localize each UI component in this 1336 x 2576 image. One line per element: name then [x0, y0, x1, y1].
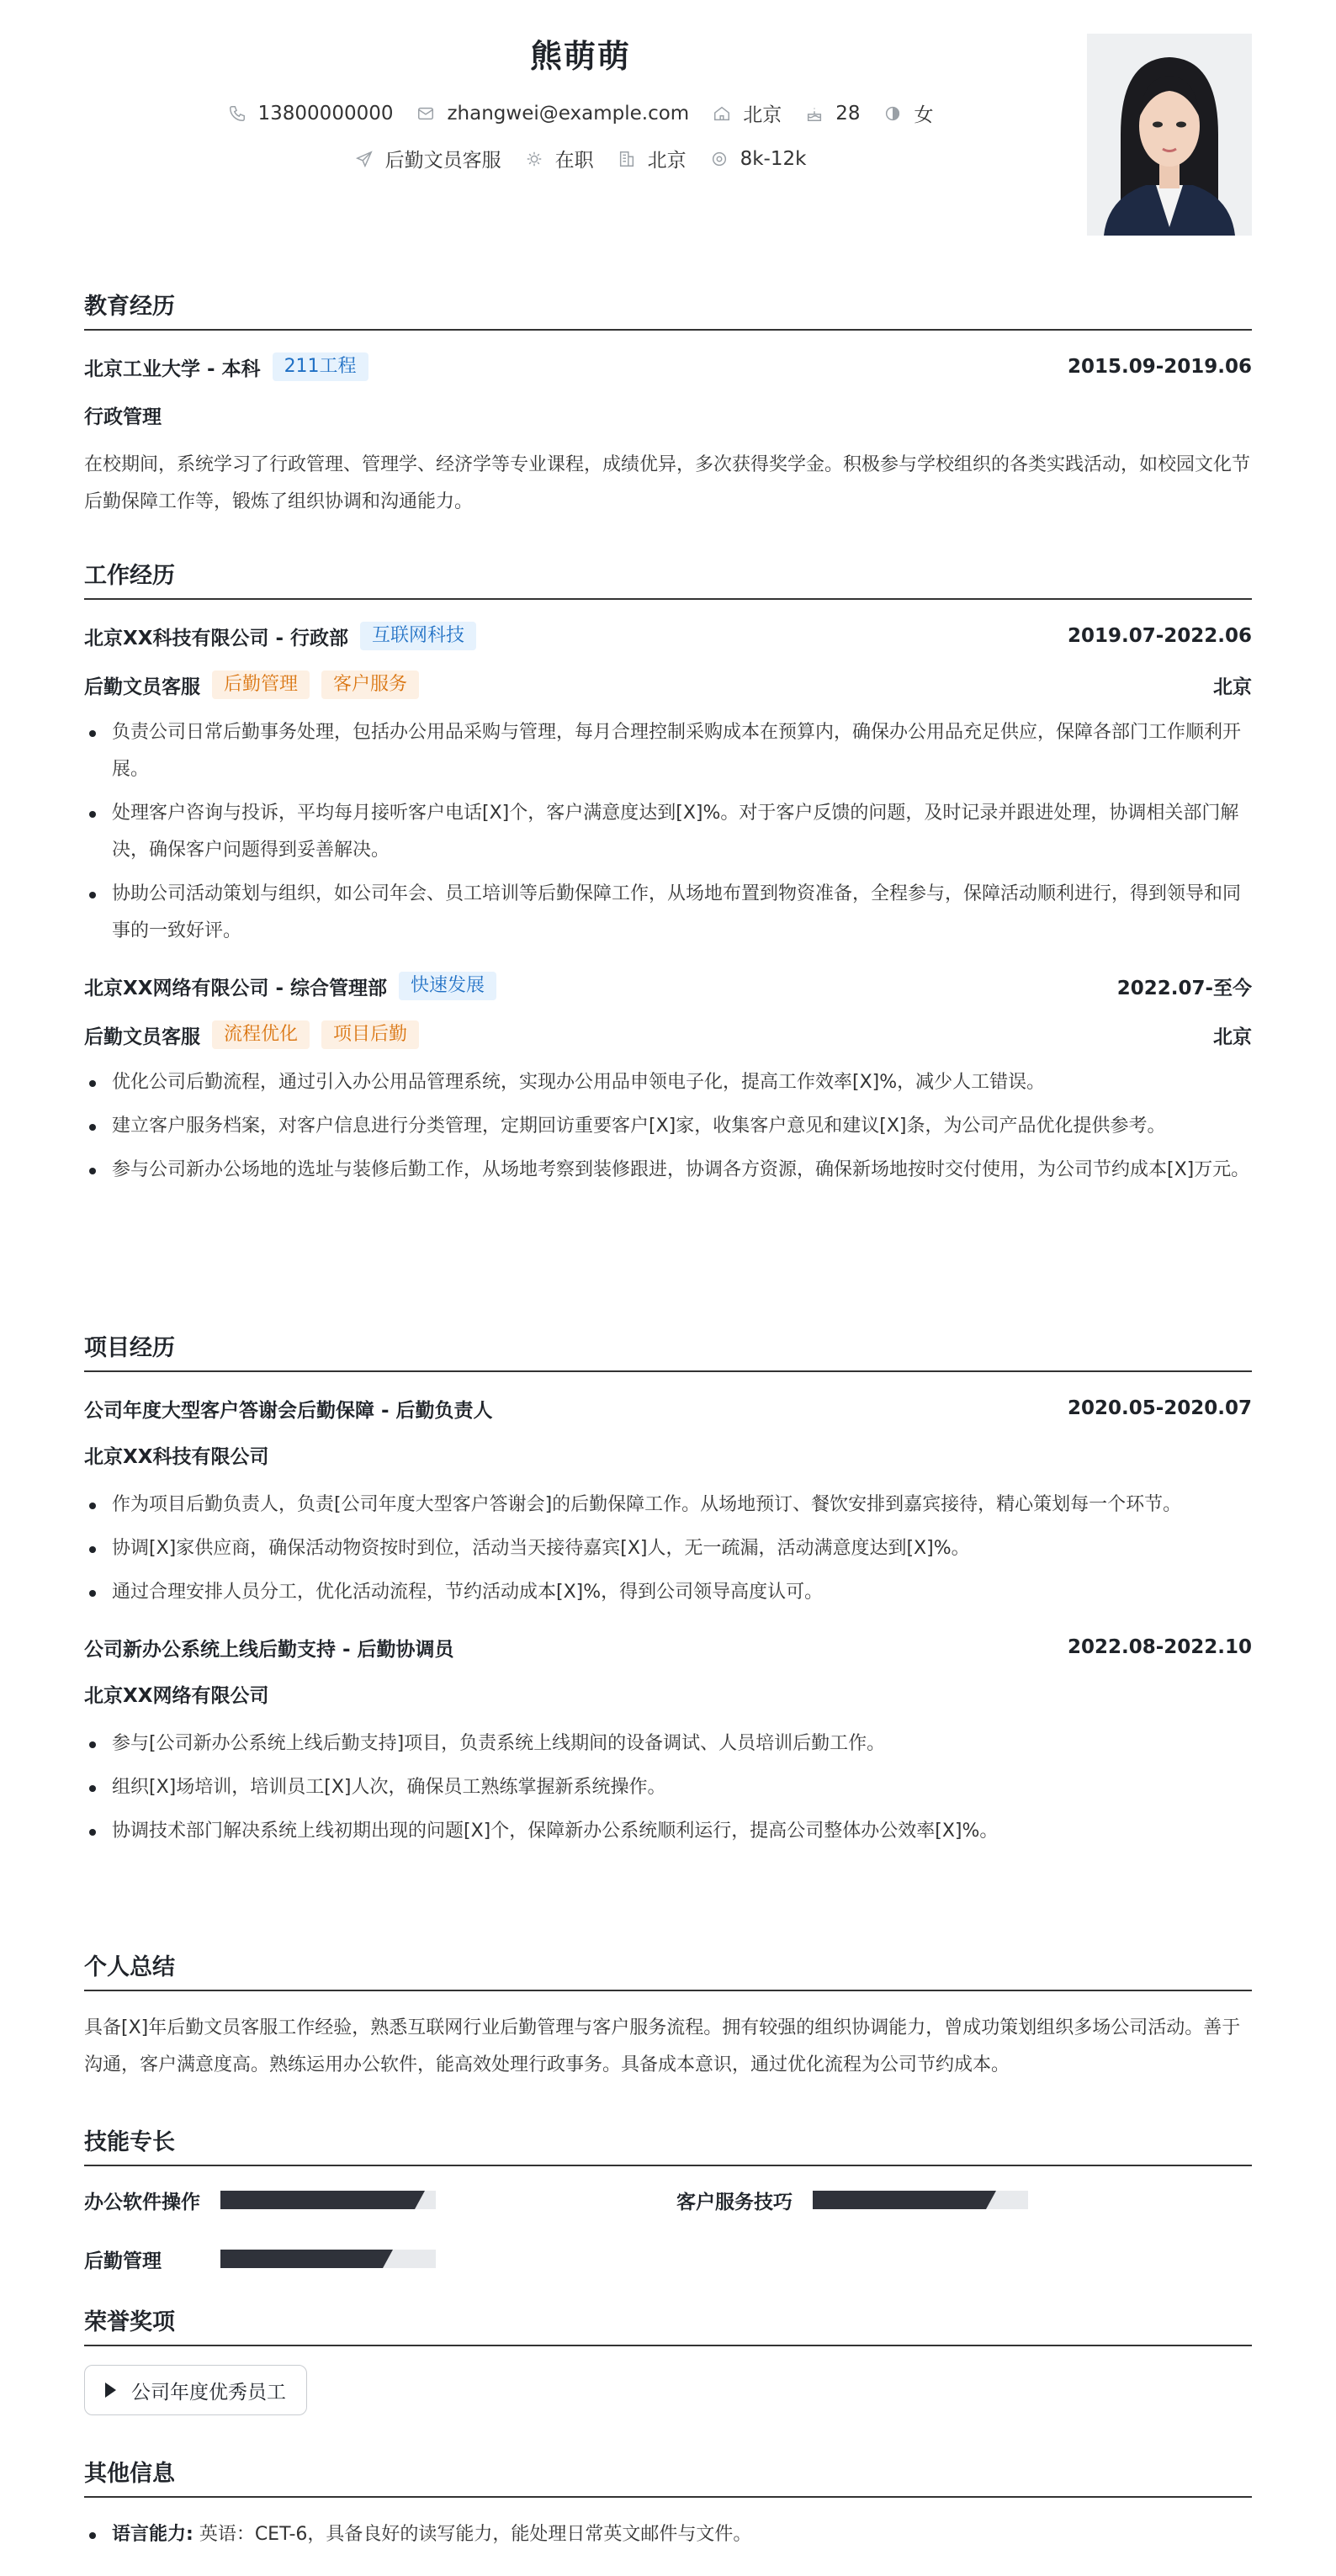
skill-item — [84, 2244, 676, 2274]
phone-item — [228, 103, 394, 125]
skill-bar-fill — [220, 2191, 415, 2209]
status-item — [525, 145, 594, 172]
project-org: 北京XX科技有限公司 — [84, 1446, 269, 1468]
list-item: 协调[X]家供应商，确保活动物资按时到位，活动当天接待嘉宾[X]人，无一疏漏，活动满意度达到[X]%。 — [84, 1530, 1252, 1567]
work-city-text: 北京 — [647, 150, 687, 172]
summary-text: 具备[X]年后勤文员客服工作经验，熟悉互联网行业后勤管理与客户服务流程。拥有较强的组织协调能力，曾成功策划组织多场公司活动。善于沟通，客户满意度高。熟练运用办公软件，能高效处理行政事务。具备成本意识，通过优化流程为公司节约成本。 — [84, 2017, 1241, 2075]
section-title-education: 教育经历 — [84, 288, 1252, 331]
list-item: 处理客户咨询与投诉，平均每月接听客户电话[X]个，客户满意度达到[X]%。对于客户反馈的问题，及时记录并跟进处理，协调相关部门解决，确保客户问题得到妥善解决。 — [84, 795, 1252, 869]
job-role-tag: 客户服务 — [321, 671, 419, 699]
list-item: 组织[X]场培训，培训员工[X]人次，确保员工熟练掌握新系统操作。 — [84, 1769, 1252, 1806]
projects-section — [84, 1329, 1252, 1857]
home-icon — [713, 104, 731, 123]
list-item: 参与公司新办公场地的选址与装修后勤工作，从场地考察到装修跟进，协调各方资源，确保新场地按时交付使用，为公司节约成本[X]万元。 — [84, 1152, 1252, 1189]
gender-item — [883, 99, 933, 127]
other-label: 语言能力: — [112, 2524, 194, 2545]
project-bullets — [84, 1487, 1252, 1611]
school-tag: 211工程 — [273, 352, 368, 381]
job-role-tag: 流程优化 — [212, 1020, 310, 1049]
list-item — [84, 2516, 1252, 2553]
project-entry — [84, 1391, 1252, 1611]
job-city: 北京 — [1213, 676, 1252, 698]
phone-icon — [228, 104, 247, 123]
job-role-row — [84, 1017, 1252, 1052]
job-role-tag: 项目后勤 — [321, 1020, 419, 1049]
job-role: 后勤文员客服 — [84, 1026, 200, 1048]
job-city: 北京 — [1213, 1026, 1252, 1048]
position-item — [355, 145, 501, 172]
status-text: 在职 — [554, 150, 594, 172]
email-text: zhangwei@example.com — [447, 102, 690, 125]
project-name: 公司年度大型客户答谢会后勤保障 - 后勤负责人 — [84, 1399, 493, 1422]
resume-header — [84, 0, 1252, 252]
skill-bar — [220, 2191, 436, 2209]
project-date: 2020.05-2020.07 — [1067, 1397, 1252, 1419]
job-head — [84, 968, 1252, 1004]
job-company-tag: 快速发展 — [399, 972, 496, 1000]
send-icon — [355, 150, 374, 168]
job-role-row — [84, 667, 1252, 702]
gender-text: 女 — [914, 104, 934, 126]
mail-icon — [416, 104, 435, 123]
salary-icon — [710, 150, 729, 168]
section-title-awards: 荣誉奖项 — [84, 2303, 1252, 2346]
work-section — [84, 557, 1252, 1195]
project-bullets — [84, 1725, 1252, 1850]
candidate-name: 熊萌萌 — [529, 38, 631, 75]
skills-grid — [84, 2185, 1252, 2274]
school-name: 北京工业大学 - 本科 — [84, 358, 261, 380]
job-company: 北京XX科技有限公司 - 行政部 — [84, 627, 349, 649]
skill-bar — [220, 2250, 436, 2268]
education-section — [84, 288, 1252, 521]
email-item — [416, 103, 689, 125]
skill-label: 办公软件操作 — [84, 2191, 200, 2213]
salary-item — [710, 148, 807, 170]
section-title-other: 其他信息 — [84, 2455, 1252, 2498]
list-item: 通过合理安排人员分工，优化活动流程，节约活动成本[X]%，得到公司领导高度认可。 — [84, 1574, 1252, 1611]
other-section — [84, 2455, 1252, 2560]
list-item: 建立客户服务档案，对客户信息进行分类管理，定期回访重要客户[X]家，收集客户意见和建议[X]条，为公司产品优化提供参考。 — [84, 1108, 1252, 1145]
project-date: 2022.08-2022.10 — [1067, 1636, 1252, 1658]
work-city-item — [618, 145, 687, 172]
list-item: 协助公司活动策划与组织，如公司年会、员工培训等后勤保障工作，从场地布置到物资准备，全程参与，保障活动顺利进行，得到领导和同事的一致好评。 — [84, 876, 1252, 950]
skill-label: 后勤管理 — [84, 2250, 162, 2272]
position-text: 后勤文员客服 — [384, 150, 501, 172]
age-item — [805, 103, 860, 125]
project-entry — [84, 1630, 1252, 1850]
job-date: 2019.07-2022.06 — [1067, 625, 1252, 647]
skill-item — [84, 2185, 676, 2215]
award-label: 公司年度优秀员工 — [131, 2381, 286, 2404]
cake-icon — [805, 104, 824, 123]
major-name: 行政管理 — [84, 406, 162, 428]
skill-bar-fill — [220, 2250, 383, 2268]
section-title-skills: 技能专长 — [84, 2123, 1252, 2166]
city-item — [713, 99, 782, 127]
job-company-tag: 互联网科技 — [360, 622, 476, 650]
job-bullets — [84, 714, 1252, 950]
job-entry — [84, 968, 1252, 1189]
salary-text: 8k-12k — [740, 147, 807, 170]
age-text: 28 — [835, 102, 861, 125]
gender-icon — [883, 104, 902, 123]
list-item: 优化公司后勤流程，通过引入办公用品管理系统，实现办公用品申领电子化，提高工作效率[X]%，减少人工错误。 — [84, 1064, 1252, 1101]
job-head — [84, 618, 1252, 654]
phone-text: 13800000000 — [257, 102, 394, 125]
skills-section — [84, 2123, 1252, 2274]
contact-row — [84, 99, 1077, 127]
section-title-projects: 项目经历 — [84, 1329, 1252, 1372]
education-date: 2015.09-2019.06 — [1067, 356, 1252, 378]
job-intent-row — [84, 145, 1077, 172]
job-company: 北京XX网络有限公司 - 综合管理部 — [84, 977, 388, 999]
list-item: 负责公司日常后勤事务处理，包括办公用品采购与管理，每月合理控制采购成本在预算内，确保办公用品充足供应，保障各部门工作顺利开展。 — [84, 714, 1252, 788]
section-title-summary: 个人总结 — [84, 1948, 1252, 1991]
other-text: 英语：CET-6，具备良好的读写能力，能处理日常英文邮件与文件。 — [199, 2524, 752, 2545]
skill-bar-fill — [813, 2191, 986, 2209]
list-item: 作为项目后勤负责人，负责[公司年度大型客户答谢会]的后勤保障工作。从场地预订、餐饮安排到嘉宾接待，精心策划每一个环节。 — [84, 1487, 1252, 1524]
education-desc: 在校期间，系统学习了行政管理、管理学、经济学等专业课程，成绩优异，多次获得奖学金。积极参与学校组织的各类实践活动，如校园文化节后勤保障工作等，锻炼了组织协调和沟通能力。 — [84, 454, 1251, 512]
job-entry — [84, 618, 1252, 950]
other-list — [84, 2516, 1252, 2553]
city-text: 北京 — [743, 104, 782, 126]
job-role-tag: 后勤管理 — [212, 671, 310, 699]
building-icon — [618, 150, 636, 168]
skill-label: 客户服务技巧 — [676, 2191, 793, 2213]
project-head — [84, 1391, 1252, 1426]
status-icon — [525, 150, 543, 168]
skill-bar — [813, 2191, 1028, 2209]
awards-section — [84, 2303, 1252, 2415]
education-head — [84, 349, 1252, 384]
list-item: 参与[公司新办公系统上线后勤支持]项目，负责系统上线期间的设备调试、人员培训后勤工作。 — [84, 1725, 1252, 1762]
job-date: 2022.07-至今 — [1116, 977, 1252, 999]
skill-item — [676, 2185, 1252, 2215]
section-title-work: 工作经历 — [84, 557, 1252, 600]
job-bullets — [84, 1064, 1252, 1189]
job-role: 后勤文员客服 — [84, 676, 200, 698]
caret-right-icon — [105, 2383, 116, 2398]
list-item: 协调技术部门解决系统上线初期出现的问题[X]个，保障新办公系统顺利运行，提高公司整体办公效率[X]%。 — [84, 1813, 1252, 1850]
project-head — [84, 1630, 1252, 1665]
award-item[interactable] — [84, 2365, 307, 2415]
profile-photo — [1087, 34, 1252, 236]
project-name: 公司新办公系统上线后勤支持 - 后勤协调员 — [84, 1638, 454, 1661]
summary-section — [84, 1948, 1252, 2084]
project-org: 北京XX网络有限公司 — [84, 1685, 269, 1707]
